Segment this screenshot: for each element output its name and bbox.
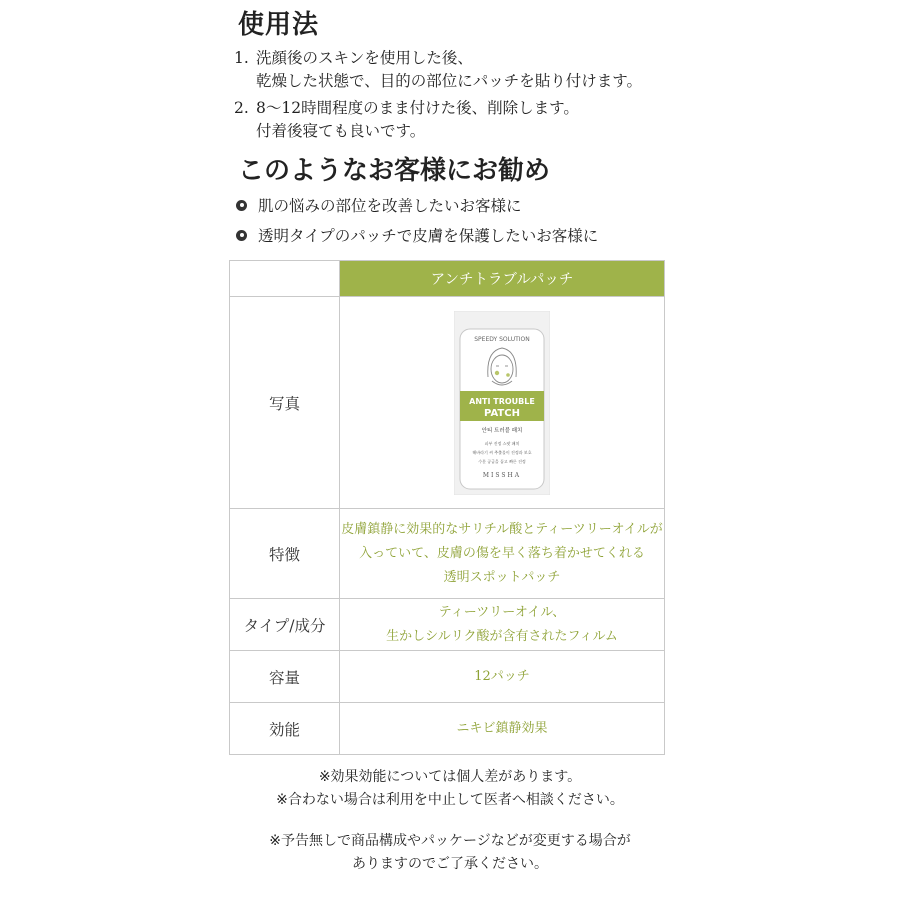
usage-step-2 [234, 97, 579, 143]
table-row-volume [230, 651, 665, 703]
step-text: 8〜12時間程度のまま付けた後、削除します。 [256, 99, 579, 117]
product-spec-table [229, 260, 665, 755]
table-row-efficacy [230, 703, 665, 755]
row-value-line: 生かしシルリク酸が含有されたフィルム [386, 628, 618, 644]
row-value [340, 599, 665, 651]
step-text-continued: 乾燥した状態で、目的の部位にパッチを貼り付けます。 [256, 72, 642, 90]
disclaimer-block-1 [0, 766, 900, 812]
package-desc-3: 수분 공급을 돕고 빠른 진정 [478, 458, 526, 464]
row-value [340, 509, 665, 599]
row-label: 容量 [230, 651, 340, 703]
patch-dot-icon [506, 373, 510, 377]
package-band-line2: PATCH [484, 407, 520, 419]
product-package-image [454, 311, 550, 495]
recommend-item [236, 194, 522, 216]
package-desc-1: 피부 진정 스팟 패치 [484, 440, 520, 446]
bullet-icon [236, 230, 247, 241]
row-label: 写真 [230, 297, 340, 509]
table-header-row [230, 261, 665, 297]
row-value-line: 透明スポットパッチ [443, 569, 561, 585]
photo-cell [340, 297, 665, 509]
row-value-line: 皮膚鎮静に効果的なサリチル酸とティーツリーオイルが [341, 521, 663, 537]
row-label: 特徴 [230, 509, 340, 599]
recommend-title: このようなお客様にお勧め [238, 156, 551, 186]
table-row-type [230, 599, 665, 651]
row-label: 効能 [230, 703, 340, 755]
step-text-continued: 付着後寝ても良いです。 [256, 122, 426, 140]
package-desc-2: 해바라기 씨 추출물이 진정과 보호 [472, 449, 532, 455]
disclaimer-line: ありますのでご了承ください。 [352, 856, 548, 872]
usage-step-1 [234, 47, 642, 93]
row-label: タイプ/成分 [230, 599, 340, 651]
step-number: 2. [234, 99, 249, 117]
disclaimer-line: ※予告無しで商品構成やパッケージなどが変更する場合が [269, 833, 631, 849]
table-header-empty-cell [230, 261, 340, 297]
usage-title: 使用法 [238, 10, 320, 40]
row-value-line: ティーツリーオイル、 [438, 604, 566, 620]
recommend-item-text: 肌の悩みの部位を改善したいお客様に [258, 197, 522, 215]
table-row-features [230, 509, 665, 599]
package-brand: MISSHA [482, 471, 522, 479]
package-top-label: SPEEDY SOLUTION [474, 335, 530, 343]
table-row-photo [230, 297, 665, 509]
disclaimer-line: ※合わない場合は利用を中止して医者へ相談ください。 [276, 792, 624, 808]
row-value-line: 入っていて、皮膚の傷を早く落ち着かせてくれる [359, 545, 645, 561]
step-number: 1. [234, 49, 249, 67]
recommend-item [236, 224, 598, 246]
disclaimer-line: ※効果効能については個人差があります。 [318, 769, 582, 785]
package-band-line1: ANTI TROUBLE [469, 396, 535, 406]
patch-dot-icon [495, 370, 499, 374]
bullet-icon [236, 200, 247, 211]
row-value: ニキビ鎮静効果 [340, 703, 665, 755]
table-header-cell: アンチトラブルパッチ [340, 261, 665, 297]
recommend-item-text: 透明タイプのパッチで皮膚を保護したいお客様に [258, 227, 599, 245]
package-korean-name: 안티 트러블 패치 [481, 427, 523, 434]
step-text: 洗顔後のスキンを使用した後、 [256, 49, 473, 67]
disclaimer-block-2 [0, 830, 900, 876]
row-value: 12パッチ [340, 651, 665, 703]
